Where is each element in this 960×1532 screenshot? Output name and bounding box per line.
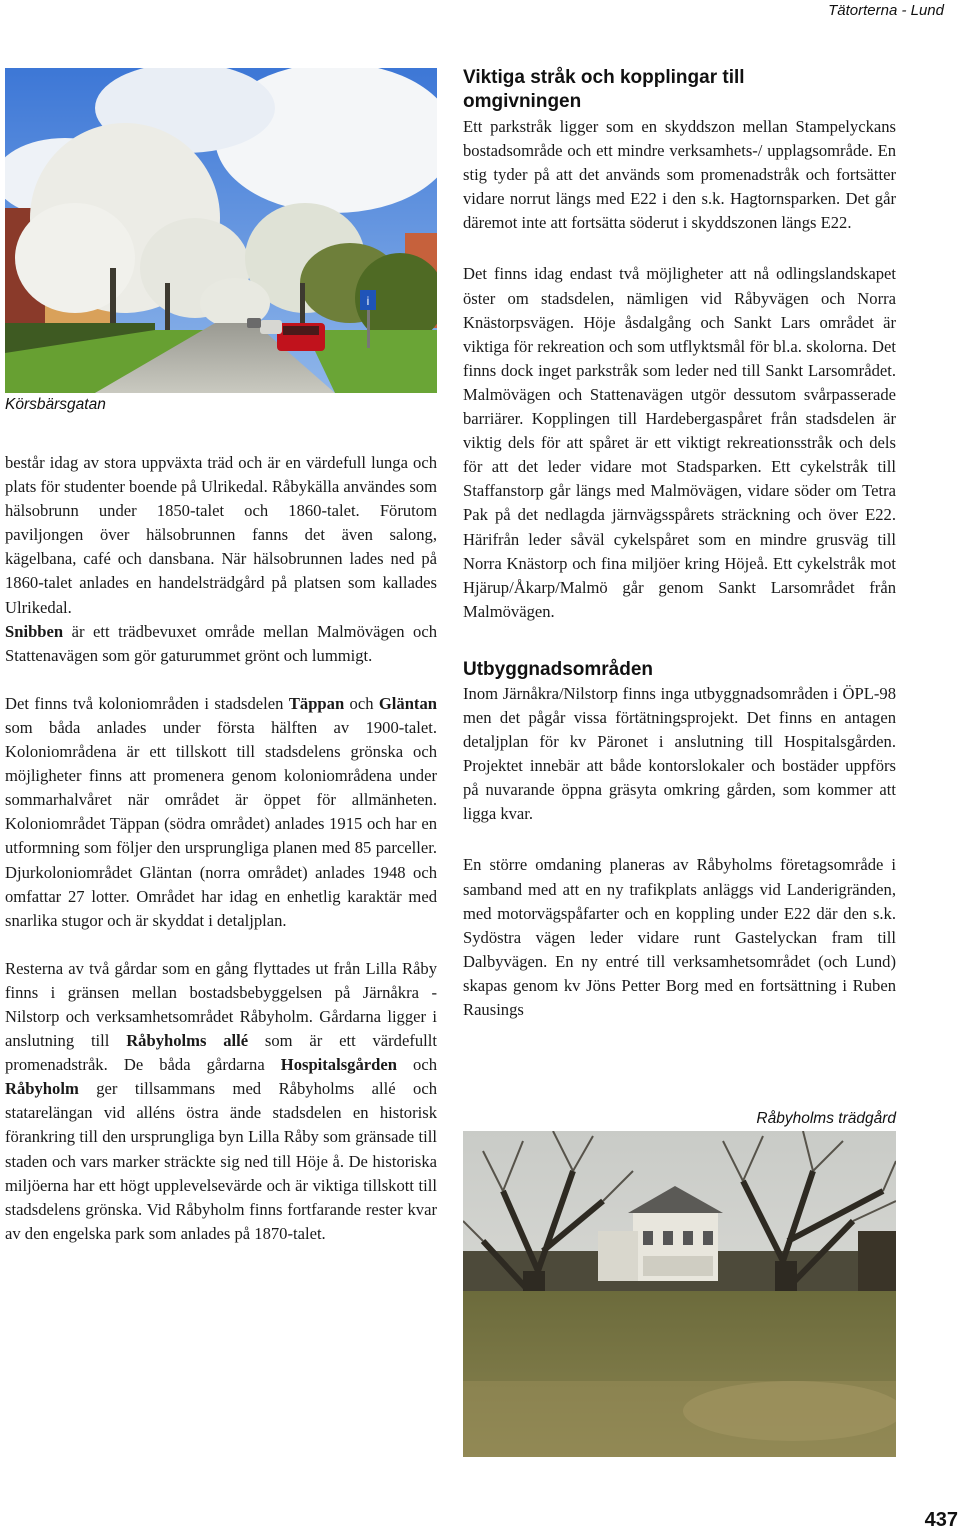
text-span: som båda anlades under första hälften av 1900-talet. Koloniområdena är ett tillskott till stadsdelens grönska och möjligheter finns att promenera genom koloniområdena under sommarhalvåret när området är öppet för allmänheten. Koloniområdet Täppan (södra området) anlades 1915 och har en utformning som följer den ursprungliga planen med 85 parceller. Djurkoloniområdet Gläntan (norra området) anlades 1948 och omfattar 27 lotter. Området har idag en enhetlig karaktär med snarlika stugor och är skyddat i detaljplan.: [5, 717, 437, 930]
term-snibben: Snibben: [5, 621, 64, 641]
heading-utbyggnadsomraden: Utbyggnadsområden: [463, 658, 654, 680]
page-number: 437: [924, 1509, 958, 1531]
term-tappan: Täppan: [288, 693, 345, 713]
paragraph-omdaning: En större omdaning planeras av Råbyholms företagsområde i samband med att en ny trafikplats anläggs vid Landerigränden, med motorvägspåfarter och en koppling under E22 där den s.k. Sydöstra vägen leder vidare runt Gastelyckan fram till Dalbyvägen. En ny entré till verksamhetsområdet (och Lund) skapas genom kv Jöns Petter Borg med en fortsättning i Ruben Rausings: [463, 855, 896, 1019]
heading-viktiga-strak: Viktiga stråk och kopplingar till omgivningen: [463, 67, 745, 112]
text-span: ger tillsammans med Råbyholms allé och statarelängan vid alléns östra ände stadsdelen en historisk förankring till den ursprungliga byn Lilla Råby som gränsade till staden och vars marker sträckte sig ned till Höje å. De historiska miljöerna har ett högt upplevelsevärde och är viktiga tillskott till stadsdelens grönska. Vid Råbyholm finns fortfarande rester kvar av den engelska park som anlades på 1870-talet.: [5, 1079, 437, 1243]
text-span: Resterna av två gårdar som en gång flyttades ut från Lilla Råby finns i gränsen mellan bostadsbebyggelsen på Järnåkra - Nilstorp och verksamhetsområdet Råbyholm. Gårdarna ligger i anslutning till: [5, 958, 437, 1051]
text-span: som är ett värdefullt promenadstråk. De båda gårdarna: [5, 1031, 437, 1075]
term-rabyholms-alle: Råbyholms allé: [126, 1031, 249, 1051]
paragraph-odlingslandskapet: Det finns idag endast två möjligheter att nå odlingslandskapet öster om stadsdelen, nämligen vid Råbyvägen och Norra Knästorpsvägen. Höje åsdalgång och Sankt Lars området är viktiga för rekreation och som utflyktsmål för bl.a. skolorna. Det finns dock inget parkstråk som leder ned till Sankt Larsområdet. Malmövägen och Stattenavägen utgör dessutom svårpasserade barriärer. Kopplingen till Hardebergaspåret från stadsdelen är viktig dels för att spåret är ett viktigt rekreationsstråk och dels för att det leder vidare mot Stadsparken. Ett cykelstråk till Staffanstorp går längs med Malmövägen, vidare söder om Tetra Pak på det nedlagda järnvägsspårets sträckning och över E22. Härifrån leder såväl cykelspåret som en mindre grusväg till Norra Knästorp och fina miljöer kring Höjeå. Ett cykelstråk mot Hjärup/Åkarp/Malmö går genom Sankt Larsområdet från Malmövägen.: [463, 264, 896, 621]
text-span: och: [396, 1055, 438, 1075]
paragraph-koloniomraden: [5, 692, 437, 933]
paragraph-ulrikedal: består idag av stora uppväxta träd och är en värdefull lunga och plats för studenter boende på Ulrikedal. Råbykälla användes som hälsobrunn under 1850-talet och 1860-talet. Förutom paviljongen över hälsobrunnen fanns det även salong, kägelbana, café och dansbana. När hälsobrunnen lades ned på 1860-talet anlades en handelsträdgård på platsen som kallades Ulrikedal.: [5, 453, 437, 617]
left-column: [5, 451, 437, 1246]
text-span: Det finns två koloniområden i stadsdelen: [5, 693, 289, 713]
text-span: och: [344, 693, 379, 713]
term-glantan: Gläntan: [378, 693, 437, 713]
rabyholms-tradgard-photo: [463, 1131, 896, 1457]
term-rabyholm: Råbyholm: [5, 1079, 79, 1099]
term-hospitalsgarden: Hospitalsgården: [280, 1055, 397, 1075]
text-snibben: är ett trädbevuxet område mellan Malmövägen och Stattenavägen som gör gaturummet grönt och lummigt.: [5, 621, 437, 665]
paragraph-utbyggnad: Inom Järnåkra/Nilstorp finns inga utbyggnadsområden i ÖPL-98 men det pågår vissa förtätningsprojekt. Det finns en antagen detaljplan för kv Päronet i anslutning till Hospitalsgården. Projektet innebär att både kontorslokaler och bostäder uppförs på nuvarande öppna gräsyta omkring gården, som kommer att ligga kvar.: [463, 683, 896, 824]
running-header: Tätorterna - Lund: [828, 2, 944, 19]
korsbarsgatan-photo: [5, 68, 437, 393]
paragraph-gardar: [5, 957, 437, 1246]
right-column: [463, 66, 896, 1022]
korsbarsgatan-caption: Körsbärsgatan: [5, 396, 106, 413]
paragraph-parkstrak: Ett parkstråk ligger som en skyddszon mellan Stampelyckans bostadsområde och ett mindre verksamhets-/ upplagsområde. En stig tyder på att det används som promenadstråk och fortsätter vidare norrut längs med E22 i den s.k. Hagtornsparken. Det går däremot inte att fortsätta söderut i skyddszonen längs E22.: [463, 117, 896, 233]
rabyholm-caption: Råbyholms trädgård: [756, 1110, 896, 1127]
svg-text:i: i: [366, 294, 370, 308]
paragraph-snibben: [5, 620, 437, 668]
